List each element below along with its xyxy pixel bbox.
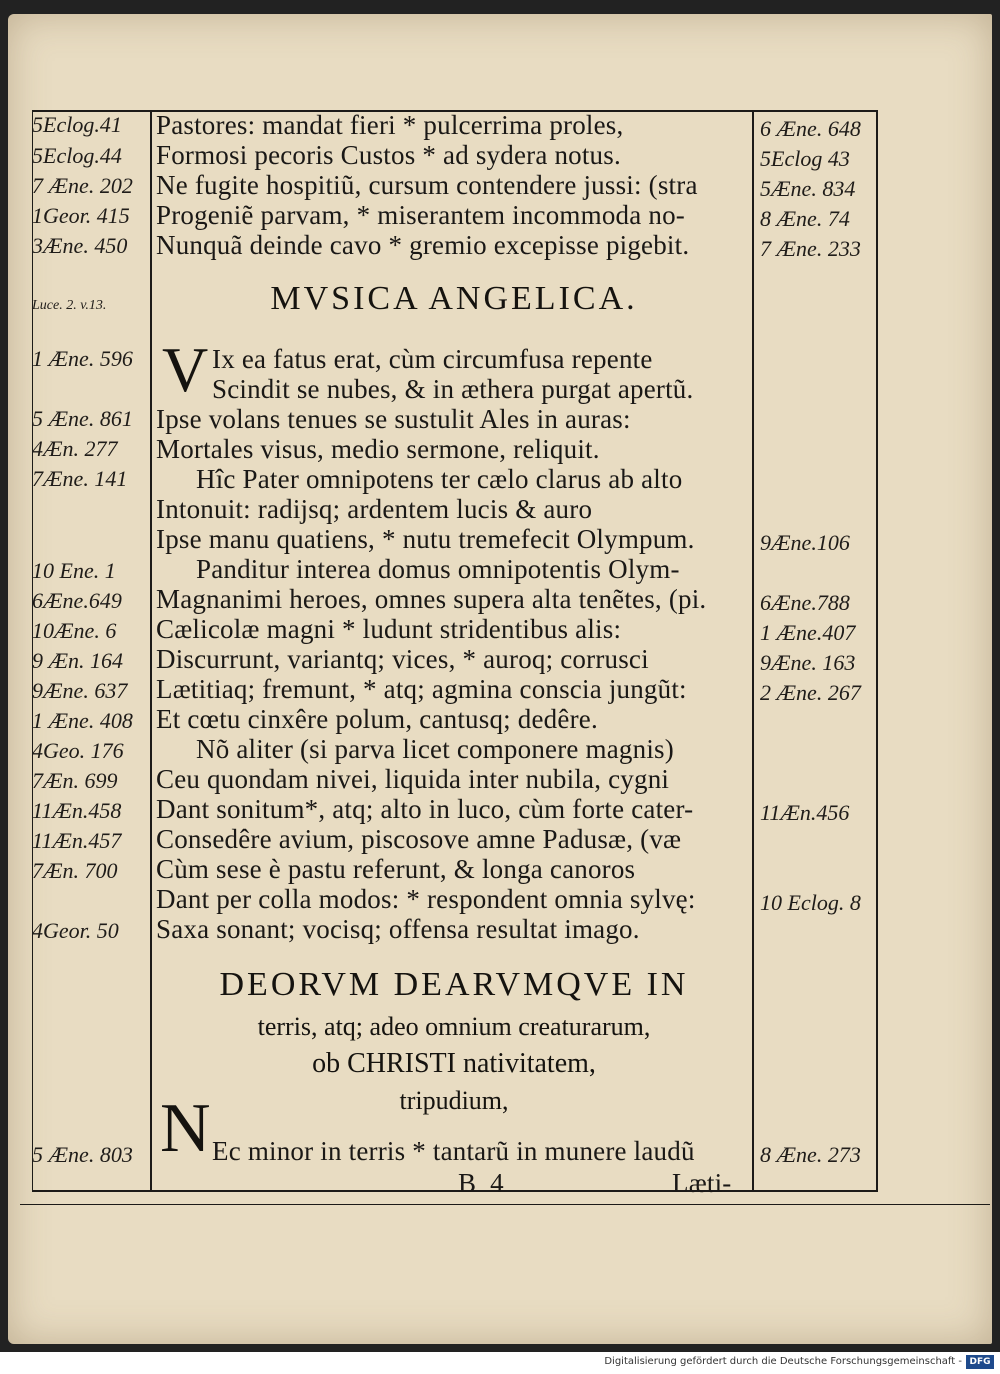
verse-line: Nunquã deinde cavo * gremio excepisse pigebit. — [156, 230, 690, 260]
left-ref: 5Eclog.41 — [32, 112, 122, 137]
left-ref: 9Æne. 637 — [32, 678, 128, 703]
banner-text: Digitalisierung gefördert durch die Deutsche Forschungsgemeinschaft - — [604, 1356, 962, 1367]
left-ref: 7Æne. 141 — [32, 466, 128, 491]
section-subtitle: terris, atq; adeo omnium creaturarum, — [257, 1012, 651, 1041]
verse-line: Mortales visus, medio sermone, reliquit. — [156, 434, 600, 464]
right-ref: 10 Eclog. 8 — [760, 890, 861, 915]
signature-mark: B 4 — [458, 1168, 504, 1198]
verse-line: Dant sonitum*, atq; alto in luco, cùm forte cater- — [156, 794, 694, 824]
left-column-rule — [150, 112, 152, 1190]
right-ref: 5Æne. 834 — [760, 176, 856, 201]
left-ref: 6Æne.649 — [32, 588, 122, 613]
verse-line: Dant per colla modos: * respondent omnia sylvę: — [156, 884, 696, 914]
gospel-ref: Luce. 2. v.13. — [32, 298, 107, 313]
verse-line: Saxa sonant; vocisq; offensa resultat imago. — [156, 914, 640, 944]
right-ref: 8 Æne. 74 — [760, 206, 850, 231]
left-ref: 4Geor. 50 — [32, 918, 119, 943]
verse-line: Cùm sese è pastu referunt, & longa canoros — [156, 854, 636, 884]
drop-capital: N — [160, 1090, 211, 1167]
verse-line: Formosi pecoris Custos * ad sydera notus. — [156, 140, 621, 170]
right-ref: 9Æne.106 — [760, 530, 850, 555]
right-ref: 6Æne.788 — [760, 590, 850, 615]
left-ref: 9 Æn. 164 — [32, 648, 124, 673]
left-ref: 10 Ene. 1 — [32, 558, 116, 583]
verse-line: Ix ea fatus erat, cùm circumfusa repente — [212, 344, 653, 374]
section-title: MVSICA ANGELICA. — [270, 280, 638, 317]
right-ref: 1 Æne.407 — [760, 620, 856, 645]
verse-line: Pastores: mandat fieri * pulcerrima proles, — [156, 110, 624, 140]
left-ref: 5Eclog.44 — [32, 143, 122, 168]
catchword: Læti- — [672, 1168, 732, 1198]
outer-right-rule — [876, 112, 878, 1190]
section-subtitle: tripudium, — [399, 1086, 509, 1115]
section-title: DEORVM DEARVMQVE IN — [219, 966, 689, 1003]
digitization-banner — [0, 1352, 1000, 1374]
verse-line: Ceu quondam nivei, liquida inter nubila, cygni — [156, 764, 670, 794]
verse-line: Lætitiaq; fremunt, * atq; agmina conscia jungũt: — [156, 674, 687, 704]
verse-line: Magnanimi heroes, omnes supera alta tenẽtes, (pi. — [156, 584, 707, 614]
verse-line: Ec minor in terris * tantarũ in munere laudũ — [212, 1136, 695, 1166]
left-ref: 1 Æne. 596 — [32, 346, 133, 371]
bottom-outer-rule — [20, 1204, 990, 1205]
left-ref: 10Æne. 6 — [32, 618, 117, 643]
right-ref: 2 Æne. 267 — [760, 680, 861, 705]
left-ref: 4Æn. 277 — [32, 436, 118, 461]
left-ref: 7Æn. 700 — [32, 858, 118, 883]
verse-line: Ipse manu quatiens, * nutu tremefecit Olympum. — [156, 524, 695, 554]
verse-line: Et cœtu cinxêre polum, cantusq; dedêre. — [156, 704, 598, 734]
left-ref: 11Æn.458 — [32, 798, 122, 823]
left-ref: 5 Æne. 803 — [32, 1142, 133, 1167]
verse-line: Cælicolæ magni * ludunt stridentibus alis: — [156, 614, 622, 644]
left-ref: 1Geor. 415 — [32, 203, 130, 228]
verse-line: Panditur interea domus omnipotentis Olym- — [196, 554, 680, 584]
right-ref: 11Æn.456 — [760, 800, 850, 825]
left-ref: 4Geo. 176 — [32, 738, 124, 763]
verse-line: Nõ aliter (si parva licet componere magnis) — [196, 734, 674, 764]
verse-line: Scindit se nubes, & in æthera purgat apertũ. — [212, 374, 694, 404]
left-ref: 11Æn.457 — [32, 828, 122, 853]
verse-line: Consedêre avium, piscosove amne Padusæ, (væ — [156, 824, 682, 854]
right-column-rule — [752, 112, 754, 1190]
drop-capital: V — [162, 334, 209, 405]
verse-line: Progeniẽ parvam, * miserantem incommoda no- — [156, 200, 685, 230]
left-ref: 3Æne. 450 — [32, 233, 128, 258]
verse-line: Intonuit: radijsq; ardentem lucis & auro — [156, 494, 593, 524]
right-ref: 9Æne. 163 — [760, 650, 856, 675]
left-ref: 1 Æne. 408 — [32, 708, 133, 733]
right-ref: 7 Æne. 233 — [760, 236, 861, 261]
verse-line: Discurrunt, variantq; vices, * auroq; corrusci — [156, 644, 649, 674]
verse-line: Ne fugite hospitiũ, cursum contendere jussi: (stra — [156, 170, 698, 200]
left-ref: 7 Æne. 202 — [32, 173, 133, 198]
verse-line: Ipse volans tenues se sustulit Ales in auras: — [156, 404, 631, 434]
right-ref: 6 Æne. 648 — [760, 116, 861, 141]
right-ref: 5Eclog 43 — [760, 146, 850, 171]
verse-line: Hîc Pater omnipotens ter cælo clarus ab alto — [196, 464, 683, 494]
left-ref: 7Æn. 699 — [32, 768, 118, 793]
section-subtitle: ob CHRISTI nativitatem, — [312, 1048, 596, 1079]
left-ref: 5 Æne. 861 — [32, 406, 133, 431]
dfg-logo: DFG — [966, 1355, 994, 1369]
right-ref: 8 Æne. 273 — [760, 1142, 861, 1167]
